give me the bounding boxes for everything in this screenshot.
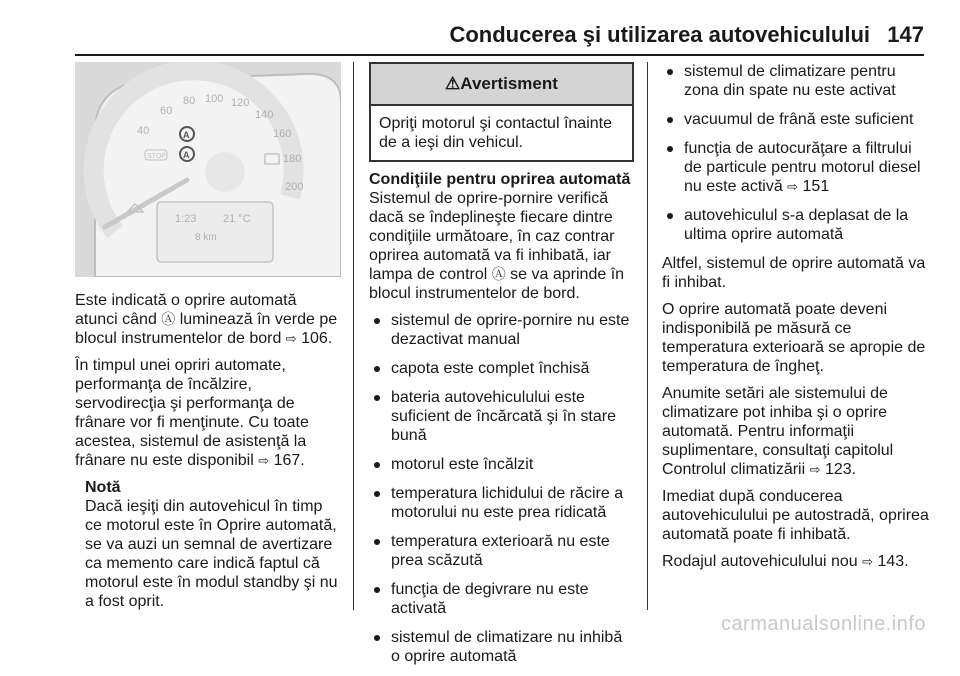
note-text: Dacă ieşiţi din autovehicul în timp ce motorul este în Oprire automată, se va auzi un semnal de avertizare ca memento care indică faptul că motorul este în modul standby şi nu a fost oprit.	[85, 498, 338, 610]
list-item: vacuumul de frână este suficient	[662, 110, 930, 129]
paragraph-climate-settings: Anumite setări ale sistemului de climatizare pot inhiba şi o oprire automată. Pentru informaţii suplimentare, consultaţi capitolul Controlul climatizării ⇨ 123.	[662, 385, 894, 478]
display-temperature: 21 °C	[223, 213, 251, 225]
page-ref-arrow-icon: ⇨	[809, 462, 821, 477]
list-item: temperatura exterioară nu este prea scăzută	[369, 532, 634, 570]
warning-header	[371, 64, 632, 106]
list-item: temperatura lichidului de răcire a motorului nu este prea ridicată	[369, 484, 634, 522]
svg-text:A: A	[183, 150, 190, 160]
warning-title: Avertisment	[460, 74, 558, 93]
speed-label: 60	[160, 105, 173, 117]
paragraph-otherwise: Altfel, sistemul de oprire automată va fi inhibat.	[662, 255, 926, 291]
list-item: capota este complet închisă	[369, 359, 634, 378]
speed-label: 120	[231, 97, 250, 109]
page-ref-arrow-icon: ⇨	[285, 331, 297, 346]
page-ref-arrow-icon: ⇨	[258, 453, 270, 468]
paragraph-running-in: Rodajul autovehiculului nou ⇨ 143.	[662, 553, 909, 570]
conditions-list-continued	[662, 62, 930, 244]
section-heading: Condiţiile pentru oprirea automată	[369, 171, 631, 188]
warning-box	[369, 62, 634, 162]
note-title: Notă	[85, 479, 121, 496]
speed-label: 100	[205, 93, 224, 105]
svg-text:A: A	[183, 130, 190, 140]
display-line2: 8 km	[195, 232, 217, 243]
speed-label: 140	[255, 109, 274, 121]
warning-triangle-icon: ⚠	[445, 74, 461, 93]
note-block	[85, 478, 341, 611]
speed-label: 40	[137, 125, 150, 137]
column-divider-2	[647, 62, 648, 610]
list-item: autovehiculul s-a deplasat de la ultima oprire automată	[662, 206, 930, 244]
page-ref[interactable]: 143.	[873, 553, 909, 570]
column-2	[369, 62, 634, 676]
list-item: sistemul de oprire-pornire nu este dezactivat manual	[369, 311, 634, 349]
warning-text: Opriţi motorul şi contactul înainte de a ieşi din vehicul.	[379, 115, 612, 151]
section-conditions: Condiţiile pentru oprirea automată Sistemul de oprire-pornire verifică dacă se îndeplineşte fiecare dintre condiţiile următoare, în caz contrar oprirea automată va fi inhibată, iar lampa de control Ⓐ se va aprinde în blocul instrumentelor de bord.	[369, 170, 634, 303]
page-ref-arrow-icon: ⇨	[862, 554, 874, 569]
watermark: carmanualsonline.info	[720, 613, 926, 635]
paragraph-highway: Imediat după conducerea autovehiculului pe autostradă, oprirea automată poate fi inhibată.	[662, 488, 929, 543]
paragraph-auto-stop-indication: Este indicată o oprire automată atunci când Ⓐ luminează în verde pe blocul instrumentelor de bord ⇨ 106.	[75, 292, 338, 347]
list-item: bateria autovehiculului este suficient de încărcată şi în stare bună	[369, 388, 634, 445]
conditions-list	[369, 311, 634, 666]
list-item: sistemul de climatizare pentru zona din spate nu este activat	[662, 62, 930, 100]
display-time: 1:23	[175, 213, 197, 225]
page-ref-arrow-icon: ⇨	[787, 179, 799, 194]
column-divider-1	[353, 62, 354, 610]
page-ref[interactable]: 151	[798, 178, 830, 195]
paragraph-during-auto-stop: În timpul unei opriri automate, performanţa de încălzire, servodirecţia şi performanţa de frânare vor fi menţinute. Cu toate acestea, sistemul de asistenţă la frânare nu este disponibil ⇨ 167.	[75, 357, 309, 469]
column-1	[75, 62, 341, 611]
speed-label: 200	[285, 181, 304, 193]
header-rule	[75, 54, 924, 56]
page-ref[interactable]: 123.	[820, 461, 857, 478]
page-ref[interactable]: 106.	[296, 330, 333, 347]
stop-label: STOP	[147, 153, 166, 160]
page-number: 147	[887, 22, 924, 47]
speedometer-drawing	[75, 62, 341, 277]
speed-label: 80	[183, 95, 196, 107]
column-3	[662, 62, 930, 579]
list-item: motorul este încălzit	[369, 455, 634, 474]
speed-label: 180	[283, 153, 302, 165]
auto-stop-symbol-icon: Ⓐ	[491, 266, 506, 282]
instrument-cluster-illustration	[75, 62, 341, 277]
list-item: sistemul de climatizare nu inhibă o oprire automată	[369, 628, 634, 666]
list-item: funcţia de degivrare nu este activată	[369, 580, 634, 618]
paragraph-freezing: O oprire automată poate deveni indisponibilă pe măsură ce temperatura exterioară se apropie de temperatura de îngheţ.	[662, 301, 926, 375]
page-header-title: Conducerea şi utilizarea autovehiculului	[449, 22, 870, 47]
auto-stop-symbol-icon: Ⓐ	[161, 311, 176, 327]
speed-label: 160	[273, 128, 292, 140]
page-ref[interactable]: 167.	[269, 452, 305, 469]
list-item: funcţia de autocurăţare a filtrului de particule pentru motorul diesel nu este activă ⇨ 151	[662, 139, 930, 196]
